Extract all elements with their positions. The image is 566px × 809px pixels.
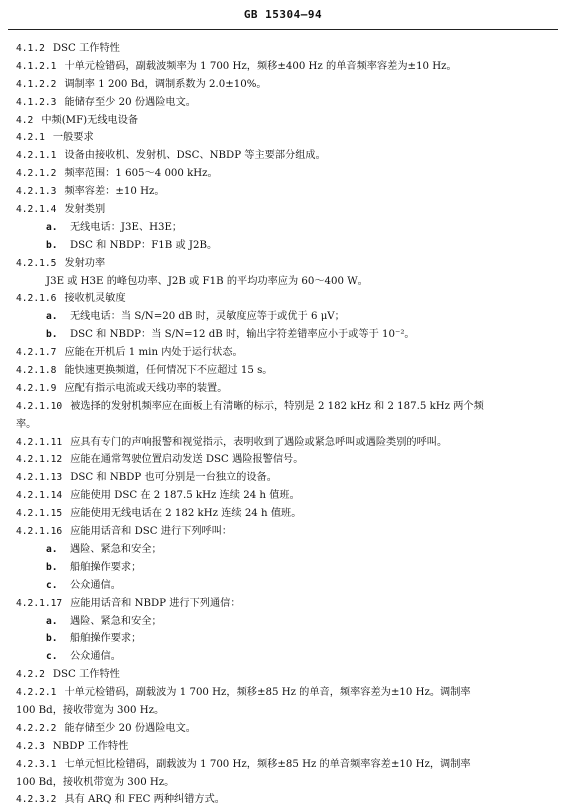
clause-text: DSC 工作特性 [52, 43, 120, 54]
clause-text: 公众通信。 [70, 579, 121, 591]
clause-text: 应能在通常驾驶位置启动发送 DSC 遇险报警信号。 [70, 454, 304, 466]
clause-text: 应能用话音和 NBDP 进行下列通信： [70, 597, 241, 609]
clause-text: NBDP 工作特性 [52, 740, 129, 752]
section-heading [0, 112, 566, 130]
clause-number: 4.2.1.3 [16, 186, 57, 198]
clause-text: 船舶操作要求； [70, 561, 142, 573]
section-heading [0, 129, 566, 147]
clause-number: 4.2.1.14 [16, 490, 63, 502]
clause-line [0, 523, 566, 541]
clause-text: 具有 ARQ 和 FEC 两种纠错方式。 [64, 794, 225, 806]
clause-line [0, 183, 566, 201]
clause-text: 十单元检错码，副载波频率为 1 700 Hz，频移±400 Hz 的单音频率容差为±10 Hz。 [64, 60, 457, 72]
clause-text: DSC 工作特性 [52, 669, 120, 681]
clause-number: 4.2.1.4 [16, 204, 57, 216]
clause-line [0, 76, 566, 94]
clause-text: 率。 [16, 418, 37, 430]
clause-number: b. [46, 239, 58, 251]
clause-line [0, 380, 566, 398]
list-item [0, 326, 566, 344]
clause-number: 4.2.1.7 [16, 347, 57, 359]
clause-line [0, 451, 566, 469]
clause-number: b. [46, 633, 58, 645]
list-item [0, 577, 566, 595]
list-item [0, 237, 566, 255]
clause-number: 4.2.3.1 [16, 758, 57, 770]
clause-text: 能快速更换频道，任何情况下不应超过 15 s。 [64, 365, 273, 377]
clause-number: 4.2.2 [16, 669, 45, 681]
clause-number: 4.2.1 [16, 132, 45, 144]
clause-number: 4.2.1.12 [16, 454, 63, 466]
clause-number: 4.1.2.1 [16, 60, 57, 72]
clause-number: 4.1.2 [16, 43, 45, 54]
clause-text: J3E 或 H3E 的峰包功率、J2B 或 F1B 的平均功率应为 60～400 W。 [46, 275, 368, 287]
list-item [0, 308, 566, 326]
clause-text: 应能使用无线电话在 2 182 kHz 连续 24 h 值班。 [70, 508, 302, 520]
list-item [0, 559, 566, 577]
clause-text: DSC 和 NBDP：F1B 或 J2B。 [70, 239, 218, 251]
clause-text: 船舶操作要求； [70, 633, 142, 645]
clause-text: 100 Bd，接收带宽为 300 Hz。 [16, 704, 165, 716]
clause-line [0, 434, 566, 452]
header-rule [8, 29, 558, 30]
clause-text: 应能在开机后 1 min 内处于运行状态。 [64, 347, 243, 359]
clause-number: a. [46, 543, 58, 555]
clause-line [0, 756, 566, 774]
clause-text: 发射功率 [64, 257, 106, 269]
clause-number: 4.2.1.10 [16, 400, 63, 412]
clause-text: 遇险、紧急和安全； [70, 615, 162, 627]
clause-number: b. [46, 561, 58, 573]
clause-line [0, 344, 566, 362]
clause-number: 4.2.1.13 [16, 472, 63, 484]
clause-text: 接收机灵敏度 [64, 293, 126, 305]
clause-line [0, 147, 566, 165]
list-item [0, 541, 566, 559]
clause-text: 应配有指示电流或天线功率的装置。 [64, 382, 228, 394]
clause-number: 4.1.2.3 [16, 96, 57, 108]
clause-number: 4.2 [16, 114, 34, 126]
clause-text: 应具有专门的声响报警和视觉指示，表明收到了遇险或紧急呼叫或遇险类别的呼叫。 [70, 436, 448, 448]
clause-text: 频率范围：1 605～4 000 kHz。 [64, 168, 218, 180]
clause-number: 4.2.1.8 [16, 365, 57, 377]
clause-text: 一般要求 [52, 132, 94, 144]
clause-text: 无线电话：当 S/N=20 dB 时，灵敏度应等于或优于 6 μV； [70, 311, 345, 323]
section-heading [0, 666, 566, 684]
clause-line [0, 595, 566, 613]
list-item [0, 219, 566, 237]
paragraph-line [0, 273, 566, 291]
clause-line [0, 505, 566, 523]
section-heading [0, 738, 566, 756]
clause-line [0, 469, 566, 487]
clause-text: 频率容差：±10 Hz。 [64, 186, 165, 198]
clause-text: 公众通信。 [70, 651, 121, 663]
clause-text: 被选择的发射机频率应在面板上有清晰的标示，特别是 2 182 kHz 和 2 187.5 kHz 两个频 [70, 400, 484, 412]
clause-line [0, 684, 566, 702]
clause-number: c. [46, 651, 58, 663]
clause-number: a. [46, 221, 58, 233]
clause-text: 十单元检错码，副载波为 1 700 Hz，频移±85 Hz 的单音，频率容差为±10 Hz。调制率 [64, 687, 471, 699]
clause-number: 4.2.1.15 [16, 508, 63, 520]
clause-number: 4.2.1.16 [16, 526, 63, 538]
clause-text: 应能用话音和 DSC 进行下列呼叫： [70, 526, 233, 538]
clause-line [0, 255, 566, 273]
clause-line [0, 290, 566, 308]
clause-line [0, 362, 566, 380]
clause-number: 4.2.1.1 [16, 150, 57, 162]
paragraph-line [0, 416, 566, 434]
list-item [0, 648, 566, 666]
clause-text: 遇险、紧急和安全； [70, 543, 162, 555]
clause-text: 100 Bd，接收机带宽为 300 Hz。 [16, 776, 175, 788]
clause-number: 4.2.1.2 [16, 168, 57, 180]
clause-text: DSC 和 NBDP 也可分别是一台独立的设备。 [70, 472, 277, 484]
clause-number: a. [46, 615, 58, 627]
clause-number: 4.2.1.6 [16, 293, 57, 305]
clause-line [0, 94, 566, 112]
clause-line [0, 58, 566, 76]
clause-number: a. [46, 311, 58, 323]
clause-number: 4.2.1.9 [16, 382, 57, 394]
clause-text: 中频(MF)无线电设备 [41, 114, 139, 126]
clause-number: 4.2.3.2 [16, 794, 57, 806]
clause-text: 无线电话：J3E、H3E； [70, 221, 183, 233]
list-item [0, 613, 566, 631]
clause-text: 能储存至少 20 份遇险电文。 [64, 96, 196, 108]
clause-number: 4.2.1.11 [16, 436, 63, 448]
section-heading [0, 40, 566, 58]
paragraph-line [0, 774, 566, 792]
clause-number: 4.2.2.1 [16, 687, 57, 699]
document-body [0, 40, 566, 809]
clause-number: 4.1.2.2 [16, 78, 57, 90]
clause-text: 设备由接收机、发射机、DSC、NBDP 等主要部分组成。 [64, 150, 326, 162]
clause-number: 4.2.1.5 [16, 257, 57, 269]
clause-text: 应能使用 DSC 在 2 187.5 kHz 连续 24 h 值班。 [70, 490, 300, 502]
clause-text: 调制率 1 200 Bd，调制系数为 2.0±10%。 [64, 78, 267, 90]
clause-text: 发射类别 [64, 204, 106, 216]
paragraph-line [0, 702, 566, 720]
standard-header: GB 15304—94 [243, 8, 323, 21]
clause-line [0, 487, 566, 505]
list-item [0, 630, 566, 648]
clause-number: 4.2.3 [16, 740, 45, 752]
clause-number: c. [46, 579, 58, 591]
clause-line [0, 720, 566, 738]
clause-text: DSC 和 NBDP：当 S/N=12 dB 时，输出字符差错率应小于或等于 10⁻²。 [70, 329, 415, 341]
clause-text: 七单元恒比检错码，副载波为 1 700 Hz，频移±85 Hz 的单音频率容差±10 Hz，调制率 [64, 758, 471, 770]
clause-line [0, 398, 566, 416]
clause-number: b. [46, 329, 58, 341]
clause-line [0, 165, 566, 183]
clause-line [0, 791, 566, 809]
clause-line [0, 201, 566, 219]
clause-number: 4.2.1.17 [16, 597, 63, 609]
clause-number: 4.2.2.2 [16, 722, 57, 734]
clause-text: 能存储至少 20 份遇险电文。 [64, 722, 196, 734]
